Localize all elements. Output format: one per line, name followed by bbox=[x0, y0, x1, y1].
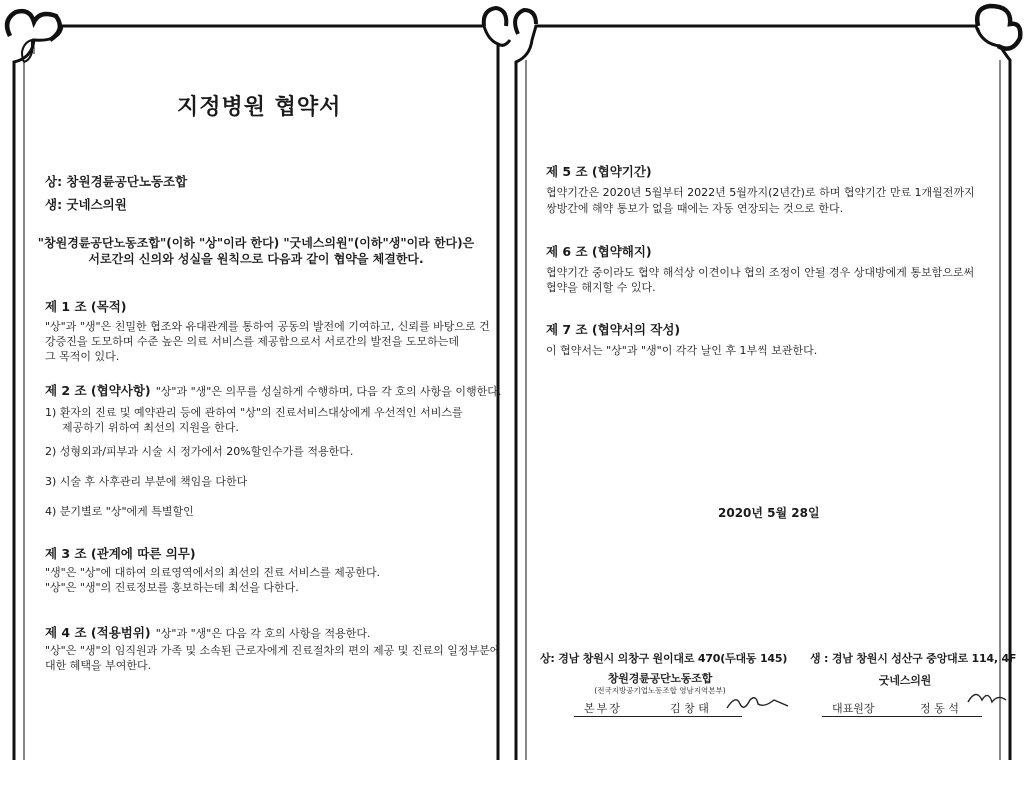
document-title: 지정병원 협약서 bbox=[177, 95, 342, 120]
article-5-line: 협약기간은 2020년 5월부터 2022년 5월까지(2년간)로 하며 협약기간 만료 1개월전까지 bbox=[546, 186, 975, 199]
signature-kim bbox=[727, 698, 788, 708]
party-b-org: 굿네스의원 bbox=[878, 674, 932, 687]
party-b-signature-line bbox=[822, 716, 982, 717]
article-7-title: 제 7 조 (협약서의 작성) bbox=[546, 322, 681, 337]
article-6-line: 협약을 해지할 수 있다. bbox=[546, 281, 656, 294]
party-a-name: 김 창 태 bbox=[670, 702, 709, 715]
article-6-line: 협약기간 중이라도 협약 해석상 이견이나 협의 조정이 안될 경우 상대방에게 통보함으로써 bbox=[546, 266, 975, 279]
article-1-title: 제 1 조 (목적) bbox=[45, 299, 127, 314]
article-2-item: 2) 성형외과/피부과 시술 시 정가에서 20%할인수가를 적용한다. bbox=[45, 445, 354, 458]
article-7-line: 이 협약서는 "상"과 "생"이 각각 날인 후 1부씩 보관한다. bbox=[546, 344, 818, 357]
contract-date: 2020년 5월 28일 bbox=[718, 506, 820, 520]
intro-line-2: 서로간의 신의와 성실을 원칙으로 다음과 같이 협약을 체결한다. bbox=[88, 252, 424, 266]
party-a-address: 상: 경남 창원시 의창구 원이대로 470(두대동 145) bbox=[540, 652, 788, 665]
party-a-signature-line bbox=[574, 716, 742, 717]
article-4-heading bbox=[45, 622, 370, 641]
intro-line-1: "창원경륜공단노동조합"(이하 "상"이라 한다) "굿네스의원"(이하"생"이라 한다)은 bbox=[37, 236, 475, 250]
article-5-line: 쌍방간에 해약 통보가 없을 때에는 자동 연장되는 것으로 한다. bbox=[546, 202, 844, 215]
article-3-line: "생"은 "상"에 대하여 의료영역에서의 최선의 진료 서비스를 제공한다. bbox=[45, 566, 381, 579]
party-a-sub: (전국지방공기업노동조합 영남지역본부) bbox=[594, 686, 726, 695]
party-a-role: 본부장 bbox=[584, 702, 622, 715]
article-2-heading bbox=[45, 380, 501, 399]
article-4-line: "상"은 "생"의 임직원과 가족 및 소속된 근로자에게 진료절차의 편의 제공 및 진료의 일정부분에 bbox=[45, 644, 501, 657]
article-4-lead: "상"과 "생"은 다음 각 호의 사항을 적용한다. bbox=[155, 627, 371, 640]
article-1-line: "상"과 "생"은 친밀한 협조와 유대관계를 통하여 공동의 발전에 기여하고, 신뢰를 바탕으로 건 bbox=[45, 320, 490, 333]
article-2-item: 4) 분기별로 "상"에게 특별할인 bbox=[45, 505, 194, 518]
article-1-line: 그 목적이 있다. bbox=[45, 350, 120, 363]
article-4-title: 제 4 조 (적용범위) bbox=[45, 625, 151, 640]
article-2-item: 3) 시술 후 사후관리 부분에 책임을 다한다 bbox=[45, 475, 248, 488]
party-b-label: 생: 굿네스의원 bbox=[45, 197, 127, 212]
right-page bbox=[512, 0, 1024, 800]
article-2-lead: "상"과 "생"은 의무를 성실하게 수행하며, 다음 각 호의 사항을 이행한다. bbox=[155, 385, 502, 398]
article-4-line: 대한 혜택을 부여한다. bbox=[45, 659, 152, 672]
article-2-title: 제 2 조 (협약사항) bbox=[45, 383, 151, 398]
party-b-role: 대표원장 bbox=[832, 702, 875, 715]
party-b-address: 생 : 경남 창원시 성산구 중앙대로 114, 4F bbox=[810, 652, 1017, 665]
party-a-org: 창원경륜공단노동조합 bbox=[607, 672, 713, 685]
article-3-line: "상"은 "생"의 진료정보를 홍보하는데 최선을 다한다. bbox=[45, 581, 299, 594]
article-2-item: 1) 환자의 진료 및 예약관리 등에 관하여 "상"의 진료서비스대상에게 우선적인 서비스를 bbox=[45, 406, 463, 419]
article-5-title: 제 5 조 (협약기간) bbox=[546, 164, 652, 179]
party-b-name: 정 동 석 bbox=[920, 702, 959, 715]
article-1-line: 강증진을 도모하며 수준 높은 의료 서비스를 제공함으로서 서로간의 발전을 도모하는데 bbox=[45, 335, 460, 348]
article-3-title: 제 3 조 (관계에 따른 의무) bbox=[45, 546, 196, 561]
party-a-label: 상: 창원경륜공단노동조합 bbox=[45, 174, 188, 189]
article-6-title: 제 6 조 (협약해지) bbox=[546, 244, 652, 259]
article-2-item: 제공하기 위하여 최선의 지원을 한다. bbox=[62, 421, 239, 434]
